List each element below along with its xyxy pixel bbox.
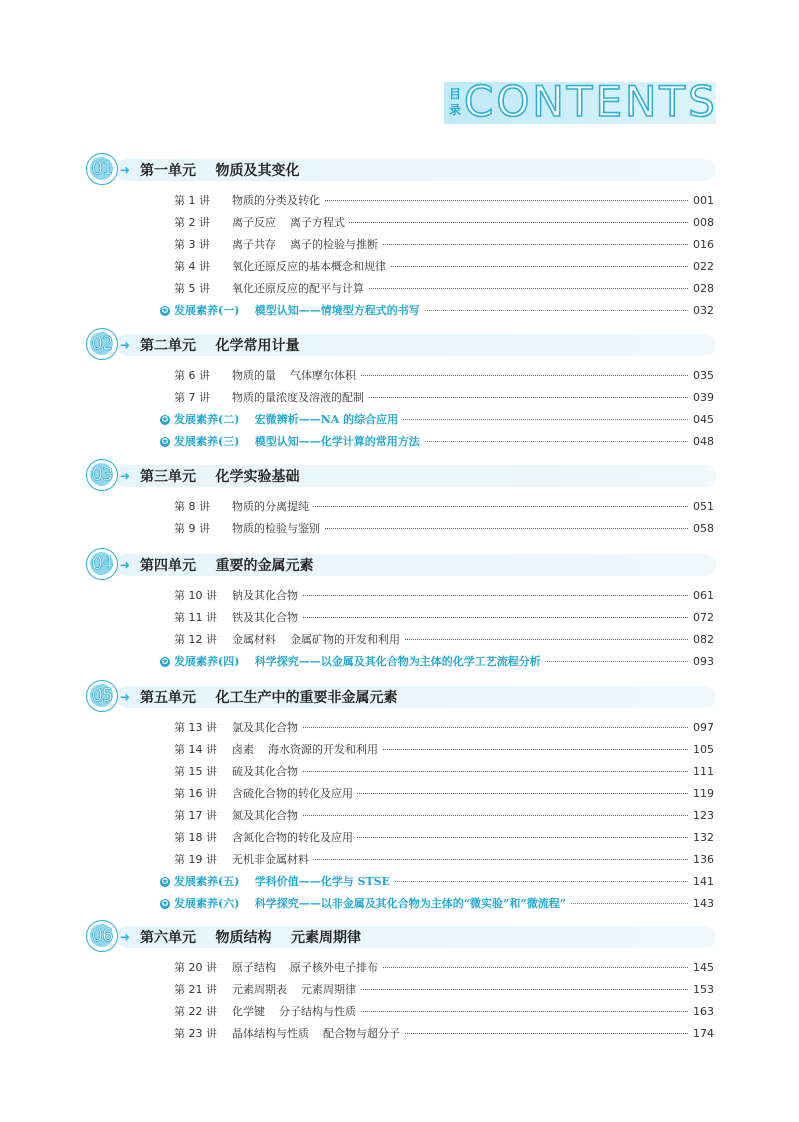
unit-number: 01: [91, 158, 113, 179]
toc-entry[interactable]: [174, 740, 714, 760]
lecture-title[interactable]: 物质的量浓度及溶液的配制: [232, 388, 368, 408]
development-entry[interactable]: [160, 301, 714, 321]
unit-number: 02: [91, 333, 113, 354]
star-icon: ✪: [161, 437, 169, 446]
lecture-title[interactable]: 硫及其化合物: [232, 762, 302, 782]
lecture-title[interactable]: 钠及其化合物: [232, 586, 302, 606]
lecture-title[interactable]: 金属材料 金属矿物的开发和利用: [232, 630, 404, 650]
unit-title[interactable]: 第五单元 化工生产中的重要非金属元素: [140, 690, 398, 706]
lecture-number: 第 22 讲: [174, 1005, 217, 1018]
toc-entry[interactable]: [174, 718, 714, 738]
unit-header: [86, 680, 716, 714]
lecture-title[interactable]: 晶体结构与性质 配合物与超分子: [232, 1024, 404, 1044]
lecture-title[interactable]: 含氮化合物的转化及应用: [232, 828, 357, 848]
lecture-title[interactable]: 物质的检验与鉴别: [232, 519, 324, 539]
lecture-title[interactable]: 含硫化合物的转化及应用: [232, 784, 357, 804]
page-number: 136: [689, 850, 714, 870]
development-title[interactable]: 发展素养(二) 宏微辨析——NA 的综合应用: [174, 410, 402, 430]
star-icon: ✪: [161, 415, 169, 424]
lecture-number: 第 14 讲: [174, 743, 217, 756]
unit-header: [86, 548, 716, 582]
page-number: 035: [689, 366, 714, 386]
star-icon: ✪: [161, 306, 169, 315]
page-number: 061: [689, 586, 714, 606]
page-number: 132: [689, 828, 714, 848]
lecture-number: 第 7 讲: [174, 391, 210, 404]
lecture-title[interactable]: 离子反应 离子方程式: [232, 213, 349, 233]
lecture-number: 第 1 讲: [174, 194, 210, 207]
page-number: 145: [689, 958, 714, 978]
lecture-title[interactable]: 物质的分类及转化: [232, 191, 324, 211]
unit-header: [86, 920, 716, 954]
lecture-number: 第 8 讲: [174, 500, 210, 513]
lecture-title[interactable]: 物质的量 气体摩尔体积: [232, 366, 360, 386]
page-number: 022: [689, 257, 714, 277]
toc-entry[interactable]: [174, 958, 714, 978]
star-icon: ✪: [161, 657, 169, 666]
star-icon: ✪: [161, 899, 169, 908]
page-number: 119: [689, 784, 714, 804]
lecture-title[interactable]: 铁及其化合物: [232, 608, 302, 628]
development-title[interactable]: 发展素养(五) 学科价值——化学与 STSE: [174, 872, 394, 892]
toc-entry[interactable]: [174, 608, 714, 628]
page-number: 016: [689, 235, 714, 255]
header-zh-title: 目录: [448, 87, 461, 117]
page-number: 153: [689, 980, 714, 1000]
development-entry[interactable]: [160, 652, 714, 672]
unit-header: [86, 328, 716, 362]
arrow-icon: ➜: [120, 338, 131, 352]
toc-entry[interactable]: [174, 828, 714, 848]
lecture-number: 第 12 讲: [174, 633, 217, 646]
unit-header: [86, 459, 716, 493]
toc-entry[interactable]: [174, 1024, 714, 1044]
unit-number: 03: [91, 464, 113, 485]
unit-title[interactable]: 第六单元 物质结构 元素周期律: [140, 930, 361, 946]
development-entry[interactable]: [160, 894, 714, 914]
toc-entry[interactable]: [174, 762, 714, 782]
lecture-number: 第 10 讲: [174, 589, 217, 602]
toc-entry[interactable]: [174, 257, 714, 277]
lecture-title[interactable]: 化学键 分子结构与性质: [232, 1002, 360, 1022]
lecture-title[interactable]: 元素周期表 元素周期律: [232, 980, 360, 1000]
unit-number: 05: [91, 685, 113, 706]
development-title[interactable]: 发展素养(一) 模型认知——情境型方程式的书写: [174, 301, 424, 321]
toc-entry[interactable]: [174, 630, 714, 650]
unit-title[interactable]: 第一单元 物质及其变化: [140, 163, 300, 179]
lecture-title[interactable]: 氮及其化合物: [232, 806, 302, 826]
toc-entry[interactable]: [174, 980, 714, 1000]
page-number: 163: [689, 1002, 714, 1022]
lecture-number: 第 18 讲: [174, 831, 217, 844]
page-number: 111: [689, 762, 714, 782]
contents-header: [444, 77, 718, 126]
page-number: 051: [689, 497, 714, 517]
lecture-number: 第 4 讲: [174, 260, 210, 273]
lecture-title[interactable]: 卤素 海水资源的开发和利用: [232, 740, 382, 760]
lecture-title[interactable]: 氧化还原反应的配平与计算: [232, 279, 368, 299]
arrow-icon: ➜: [120, 558, 131, 572]
toc-entry[interactable]: [174, 388, 714, 408]
toc-entry[interactable]: [174, 497, 714, 517]
page-number: 039: [689, 388, 714, 408]
lecture-number: 第 9 讲: [174, 522, 210, 535]
page-number: 045: [689, 410, 714, 430]
toc-entry[interactable]: [174, 1002, 714, 1022]
arrow-icon: ➜: [120, 469, 131, 483]
lecture-number: 第 17 讲: [174, 809, 217, 822]
toc-entry[interactable]: [174, 806, 714, 826]
unit-header: [86, 153, 716, 187]
lecture-title[interactable]: 氯及其化合物: [232, 718, 302, 738]
star-icon: ✪: [161, 877, 169, 886]
page-number: 058: [689, 519, 714, 539]
page-number: 082: [689, 630, 714, 650]
lecture-number: 第 2 讲: [174, 216, 210, 229]
arrow-icon: ➜: [120, 690, 131, 704]
page-number: 093: [689, 652, 714, 672]
lecture-number: 第 15 讲: [174, 765, 217, 778]
page-number: 143: [689, 894, 714, 914]
lecture-title[interactable]: 离子共存 离子的检验与推断: [232, 235, 382, 255]
header-en-title: CONTENTS: [464, 77, 718, 126]
page-number: 032: [689, 301, 714, 321]
page-number: 001: [689, 191, 714, 211]
development-entry[interactable]: [160, 432, 714, 452]
page-number: 008: [689, 213, 714, 233]
page-number: 174: [689, 1024, 714, 1044]
page-number: 028: [689, 279, 714, 299]
arrow-icon: ➜: [120, 930, 131, 944]
lecture-number: 第 23 讲: [174, 1027, 217, 1040]
page-number: 097: [689, 718, 714, 738]
toc-entry[interactable]: [174, 784, 714, 804]
development-entry[interactable]: [160, 872, 714, 892]
lecture-number: 第 13 讲: [174, 721, 217, 734]
page-number: 105: [689, 740, 714, 760]
development-entry[interactable]: [160, 410, 714, 430]
toc-entry[interactable]: [174, 366, 714, 386]
development-title[interactable]: 发展素养(四) 科学探究——以金属及其化合物为主体的化学工艺流程分析: [174, 652, 545, 672]
lecture-number: 第 21 讲: [174, 983, 217, 996]
toc-entry[interactable]: [174, 191, 714, 211]
development-title[interactable]: 发展素养(三) 模型认知——化学计算的常用方法: [174, 432, 424, 452]
lecture-title[interactable]: 无机非金属材料: [232, 850, 313, 870]
arrow-icon: ➜: [120, 163, 131, 177]
lecture-number: 第 5 讲: [174, 282, 210, 295]
unit-number: 06: [91, 925, 113, 946]
toc-entry[interactable]: [174, 279, 714, 299]
toc-entry[interactable]: [174, 235, 714, 255]
unit-title[interactable]: 第三单元 化学实验基础: [140, 469, 300, 485]
toc-entry[interactable]: [174, 586, 714, 606]
lecture-title[interactable]: 氧化还原反应的基本概念和规律: [232, 257, 390, 277]
lecture-number: 第 20 讲: [174, 961, 217, 974]
page-number: 123: [689, 806, 714, 826]
lecture-number: 第 11 讲: [174, 611, 217, 624]
development-title[interactable]: 发展素养(六) 科学探究——以非金属及其化合物为主体的“微实验”和“微流程”: [174, 894, 570, 914]
lecture-number: 第 16 讲: [174, 787, 217, 800]
lecture-title[interactable]: 原子结构 原子核外电子排布: [232, 958, 382, 978]
unit-title[interactable]: 第二单元 化学常用计量: [140, 338, 300, 354]
page-number: 048: [689, 432, 714, 452]
page-number: 072: [689, 608, 714, 628]
lecture-number: 第 19 讲: [174, 853, 217, 866]
toc-entry[interactable]: [174, 519, 714, 539]
lecture-title[interactable]: 物质的分离提纯: [232, 497, 313, 517]
page-number: 141: [689, 872, 714, 892]
lecture-number: 第 3 讲: [174, 238, 210, 251]
toc-entry[interactable]: [174, 850, 714, 870]
toc-entry[interactable]: [174, 213, 714, 233]
lecture-number: 第 6 讲: [174, 369, 210, 382]
unit-number: 04: [91, 553, 113, 574]
unit-title[interactable]: 第四单元 重要的金属元素: [140, 558, 314, 574]
